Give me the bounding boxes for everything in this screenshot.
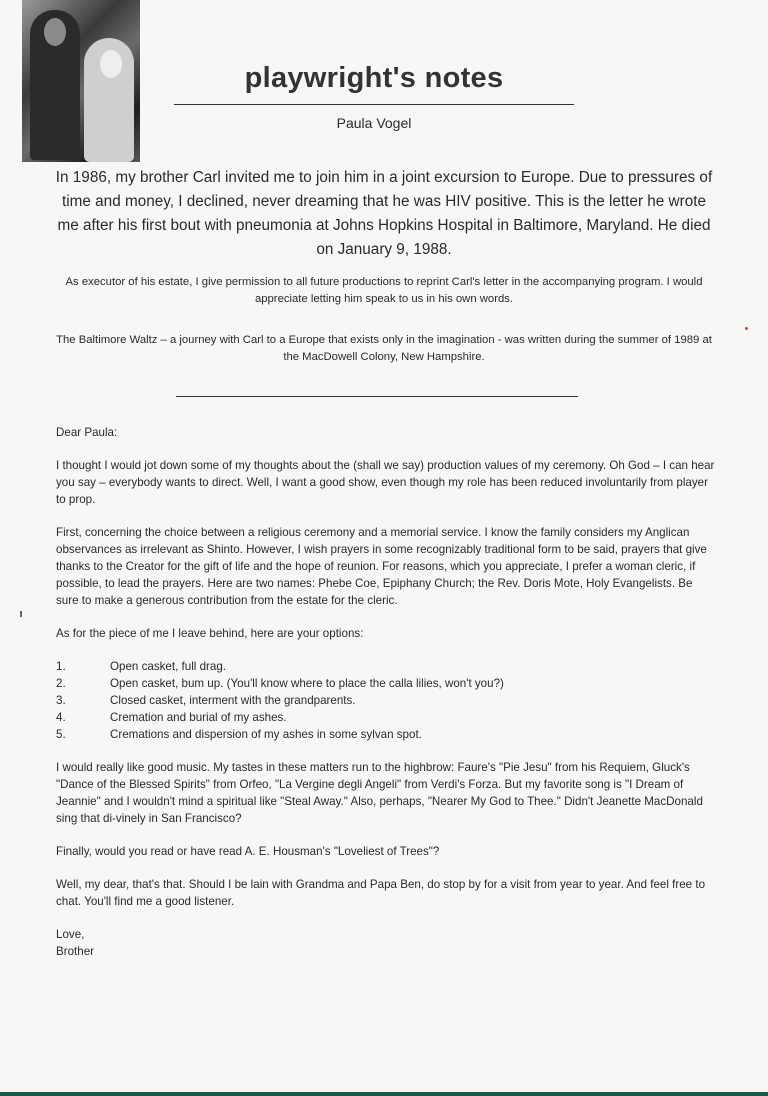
production-photo	[22, 0, 140, 162]
letter-paragraph-options-intro: As for the piece of me I leave behind, here are your options:	[56, 627, 364, 640]
page-bottom-edge	[0, 1092, 768, 1096]
letter-paragraph-housman: Finally, would you read or have read A. E. Housman's "Loveliest of Trees"?	[56, 845, 440, 858]
letter-paragraph-music: I would really like good music. My tastes in these matters run to the highbrow: Faure's "Pie Jesu" from his Requiem, Gluck's "Dance of the Blessed Spirits" from Orfeo, "La Vergine degli Angeli" from Verdi's Forza. But my favorite song is "I Dream of Jeannie" and I wouldn't mind a spiritual like "Steal Away." Also, perhaps, "Nearer My God to Thee." Didn't Jeanette MacDonald sing that di-vinely in San Francisco?	[56, 761, 703, 825]
options-list	[56, 658, 718, 743]
intro-paragraph: In 1986, my brother Carl invited me to join him in a joint excursion to Europe. Due to pressures of time and money, I declined, never dreaming that he was HIV positive. This is the letter he wrote me after his first bout with pneumonia at Johns Hopkins Hospital in Baltimore, Maryland. He died on January 9, 1988.	[55, 169, 713, 258]
option-number: 1.	[56, 660, 66, 673]
option-text: Closed casket, interment with the grandparents.	[110, 694, 356, 707]
letter-salutation: Dear Paula:	[56, 426, 118, 439]
title-underline	[174, 104, 574, 105]
author-name: Paula Vogel	[336, 115, 412, 131]
option-text: Open casket, bum up. (You'll know where to place the calla lilies, won't you?)	[110, 677, 504, 690]
permission-paragraph: As executor of his estate, I give permission to all future productions to reprint Carl's letter in the accompanying program. I would appreciate letting him speak to us in his own words.	[65, 276, 703, 305]
letter-body	[56, 424, 718, 960]
option-item	[56, 658, 718, 675]
letter-closing: Love,	[56, 928, 85, 941]
option-item	[56, 692, 718, 709]
option-text: Cremations and dispersion of my ashes in some sylvan spot.	[110, 728, 422, 741]
waltz-paragraph: The Baltimore Waltz – a journey with Carl to a Europe that exists only in the imagination - was written during the summer of 1989 at the MacDowell Colony, New Hampshire.	[56, 334, 712, 363]
ink-speck	[745, 327, 748, 330]
page-title: playwright's notes	[244, 62, 504, 94]
photo-face-woman	[100, 50, 122, 78]
margin-mark	[20, 611, 22, 617]
option-number: 2.	[56, 677, 66, 690]
section-divider	[176, 396, 578, 397]
option-item	[56, 709, 718, 726]
option-text: Open casket, full drag.	[110, 660, 226, 673]
option-number: 3.	[56, 694, 66, 707]
option-number: 4.	[56, 711, 66, 724]
option-text: Cremation and burial of my ashes.	[110, 711, 287, 724]
letter-paragraph-ceremony: First, concerning the choice between a religious ceremony and a memorial service. I know the family considers my Anglican observances as irrelevant as Shinto. However, I wish prayers in some recognizably traditional form to be said, prayers that give thanks to the Creator for the gift of life and the hope of reunion. For reasons, which you appreciate, I prefer a woman cleric, if possible, to lead the prayers. Here are two names: Phebe Coe, Epiphany Church; the Rev. Doris Mote, Holy Evangelists. Be sure to make a generous contribution from the estate for the cleric.	[56, 526, 707, 607]
option-item	[56, 675, 718, 692]
letter-paragraph-production: I thought I would jot down some of my thoughts about the (shall we say) production values of my ceremony. Oh God – I can hear you say – everybody wants to direct. Well, I want a good show, even though my role has been reduced involuntarily from player to prop.	[56, 459, 715, 506]
photo-face-man	[44, 18, 66, 46]
option-number: 5.	[56, 728, 66, 741]
letter-paragraph-farewell: Well, my dear, that's that. Should I be lain with Grandma and Papa Ben, do stop by for a visit from year to year. And feel free to chat. You'll find me a good listener.	[56, 878, 706, 908]
option-item	[56, 726, 718, 743]
letter-signature: Brother	[56, 945, 95, 958]
